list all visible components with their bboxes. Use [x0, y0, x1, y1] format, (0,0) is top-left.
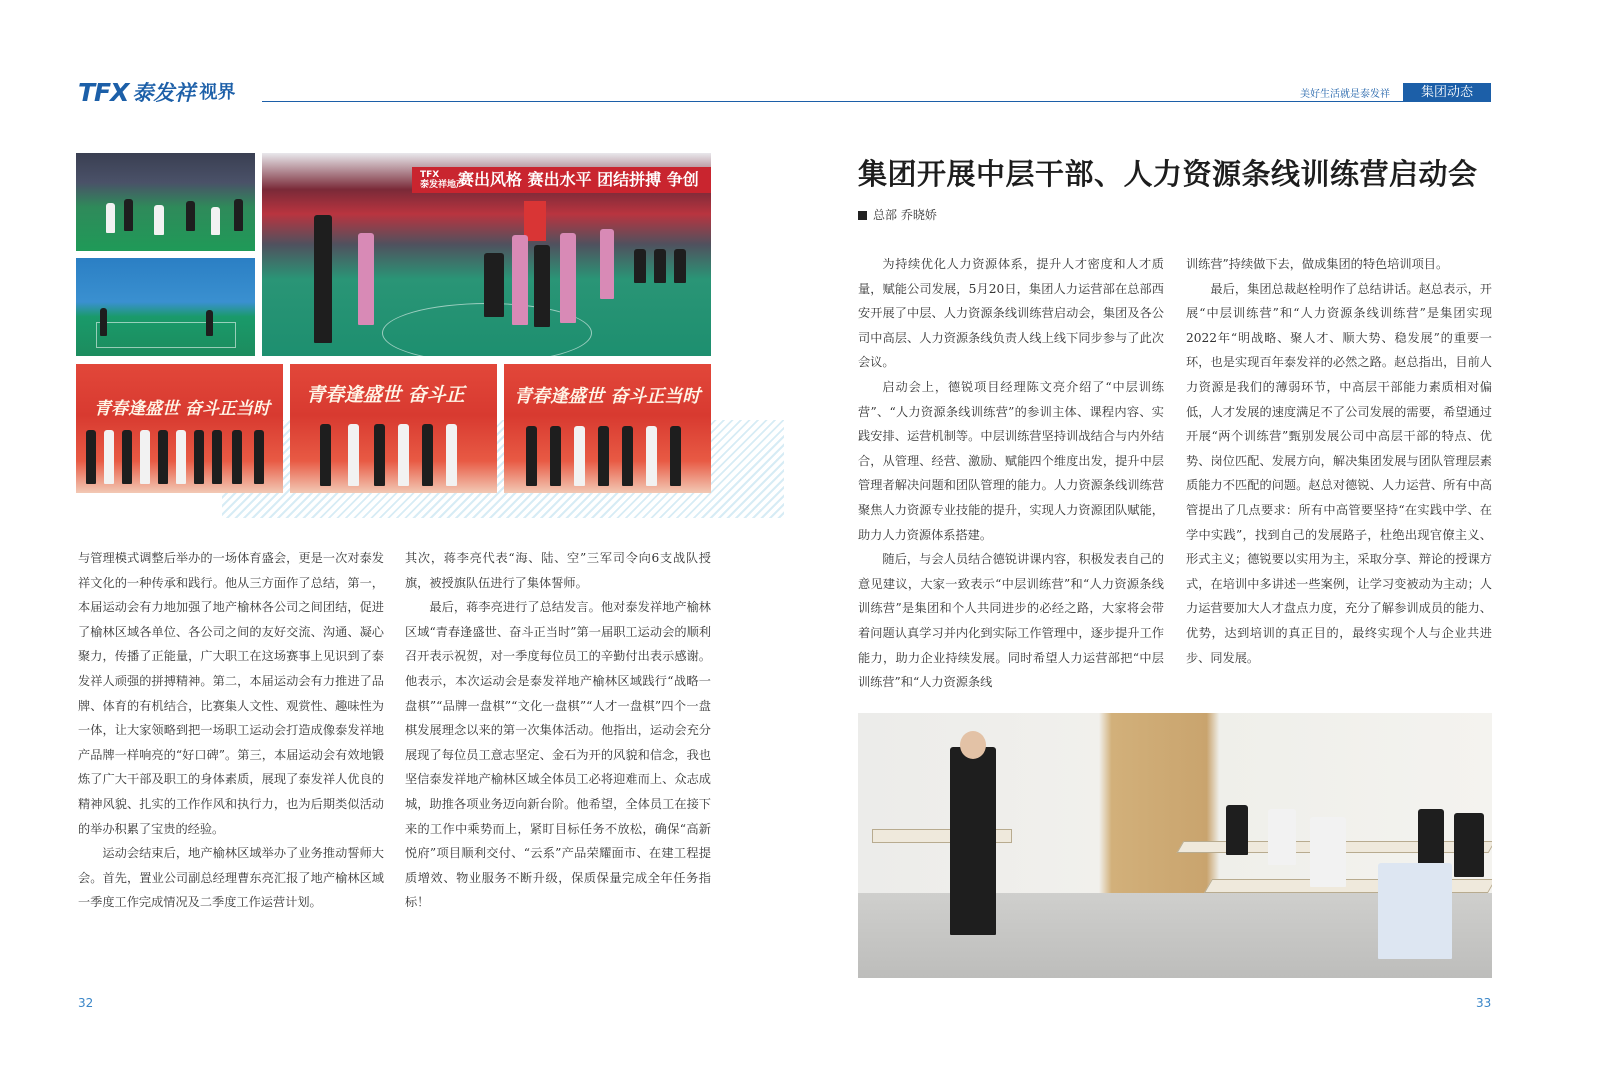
page-number-left: 32: [78, 996, 94, 1010]
photo-basketball-game: [262, 153, 711, 356]
header-slogan: 美好生活就是泰发祥: [1300, 89, 1390, 100]
right-column-c-paragraph: 启动会上，德锐项目经理陈文亮介绍了“中层训练营”、“人力资源条线训练营”的参训主体、课程内容、实践安排、运营机制等。中层训练营坚持训战结合与内外结合，从管理、经营、激励、赋能四个维度出发，提升中层管理者解决问题和团队管理的能力。人力资源条线训练营聚焦人力资源专业技能的提升，实现人力资源团队赋能，助力人力资源体系搭建。: [858, 379, 1164, 542]
page-number-right: 33: [1476, 996, 1492, 1010]
stage-banner-1: 青春逢盛世 奋斗正当时: [94, 399, 270, 419]
photo-sports-crowd: [76, 153, 255, 251]
right-column-c: [858, 252, 1164, 695]
photo-training-meeting: [858, 713, 1492, 978]
right-column-d-paragraph: 最后，集团总裁赵栓明作了总结讲话。赵总表示，开展“中层训练营”和“人力资源条线训练营”是集团实现2022年“明战略、聚人才、顺大势、稳发展”的重要一环，也是实现百年泰发祥的必然之路。赵总指出，目前人力资源是我们的薄弱环节，中高层干部能力素质相对偏低，人才发展的速度满足不了公司发展的需要，希望通过开展“两个训练营”甄别发展公司中高层干部的特点、优势、岗位匹配、发展方向，解决集团发展与团队管理层素质能力不匹配的问题。赵总对德锐、人力运营、所有中高管提出了几点要求：所有中高管要坚持“在实践中学、在学中实践”，找到自己的发展路子，杜绝出现官僚主义、形式主义；德锐要以实用为主，采取分享、辩论的授课方式，在培训中多讲述一些案例，让学习变被动为主动；人力运营要加大人才盘点力度，充分了解参训成员的能力、优势，达到培训的真正目的，最终实现个人与企业共进步、同发展。: [1186, 281, 1492, 665]
photo-award-ceremony-2: [290, 364, 497, 493]
section-label: 集团动态: [1403, 83, 1491, 102]
gym-banner-text: 赛出风格 赛出水平 团结拼搏 争创: [458, 170, 699, 189]
left-column-a-paragraph: 与管理模式调整后举办的一场体育盛会，更是一次对泰发祥文化的一种传承和践行。他从三方面作了总结，第一，本届运动会有力地加强了地产榆林各公司之间团结，促进了榆林区域各单位、各公司之间的友好交流、沟通、凝心聚力，传播了正能量，广大职工在这场赛事上见识到了泰发祥人顽强的拼搏精神。第二，本届运动会有力推进了品牌、体育的有机结合，比赛集人文性、观赏性、趣味性为一体，让大家领略到把一场职工运动会打造成像泰发祥地产品牌一样响亮的“好口碑”。第三，本届运动会有效地锻炼了广大干部及职工的身体素质，展现了泰发祥人优良的精神风貌、扎实的工作作风和执行力，也为后期类似活动的举办积累了宝贵的经验。: [78, 551, 384, 836]
photo-award-ceremony-3: [504, 364, 711, 493]
gym-banner: [412, 167, 711, 193]
photo-award-ceremony-1: [76, 364, 283, 493]
left-column-b-paragraph: 最后，蒋李亮进行了总结发言。他对泰发祥地产榆林区域“青春逢盛世、奋斗正当时”第一届职工运动会的顺利召开表示祝贺，对一季度每位员工的辛勤付出表示感谢。他表示，本次运动会是泰发祥地产榆林区域践行“战略一盘棋”“品牌一盘棋”“文化一盘棋”“人才一盘棋”四个一盘棋发展理念以来的第一次集体活动。他指出，运动会充分展现了每位员工意志坚定、金石为开的风貌和信念，我也坚信泰发祥地产榆林区域全体员工必将迎难而上、众志成城，助推各项业务迈向新台阶。他希望，全体员工在接下来的工作中乘势而上，紧盯目标任务不放松，确保“高新悦府”项目顺利交付、“云系”产品荣耀面市、在建工程提质增效、物业服务不断升级，保质保量完成全年任务指标！: [405, 600, 711, 910]
gym-banner-logo: TFX 泰发祥地产: [420, 170, 466, 190]
byline-text: 总部 乔晓娇: [873, 208, 937, 222]
byline: [858, 206, 937, 223]
photo-badminton-hall: [76, 258, 255, 356]
right-column-d-paragraph: 训练营”持续做下去，做成集团的特色培训项目。: [1186, 257, 1449, 271]
right-column-c-paragraph: 为持续优化人力资源体系，提升人才密度和人才质量，赋能公司发展，5月20日，集团人力运营部在总部西安开展了中层、人力资源条线训练营启动会，集团及各公司中高层、人力资源条线负责人线上线下同步参与了此次会议。: [858, 257, 1164, 370]
left-column-a-paragraph: 运动会结束后，地产榆林区域举办了业务推动誓师大会。首先，置业公司副总经理曹东亮汇报了地产榆林区域一季度工作完成情况及二季度工作运营计划。: [78, 846, 384, 910]
left-column-b: [405, 546, 711, 915]
right-column-c-paragraph: 随后，与会人员结合德锐讲课内容，积极发表自己的意见建议，大家一致表示“中层训练营”和“人力资源条线训练营”是集团和个人共同进步的必经之路，大家将会带着问题认真学习并内化到实际工作管理中，逐步提升工作能力，助力企业持续发展。同时希望人力运营部把“中层训练营”和“人力资源条线: [858, 552, 1164, 690]
left-column-a: [78, 546, 384, 915]
header-rule: [262, 101, 1490, 102]
byline-bullet-icon: [858, 211, 867, 220]
logo-tfx: TFX: [78, 78, 129, 107]
stage-banner-3: 青春逢盛世 奋斗正当时: [514, 386, 701, 407]
logo-vision: 视界: [199, 82, 236, 103]
right-column-d: [1186, 252, 1492, 670]
logo-brand: 泰发祥: [132, 81, 196, 105]
magazine-logo: [78, 80, 235, 106]
stage-banner-2: 青春逢盛世 奋斗正: [306, 384, 465, 406]
left-column-b-paragraph: 其次，蒋李亮代表“海、陆、空”三军司令向6支战队授旗，被授旗队伍进行了集体誓师。: [405, 551, 711, 590]
article-title: 集团开展中层干部、人力资源条线训练营启动会: [858, 157, 1478, 191]
